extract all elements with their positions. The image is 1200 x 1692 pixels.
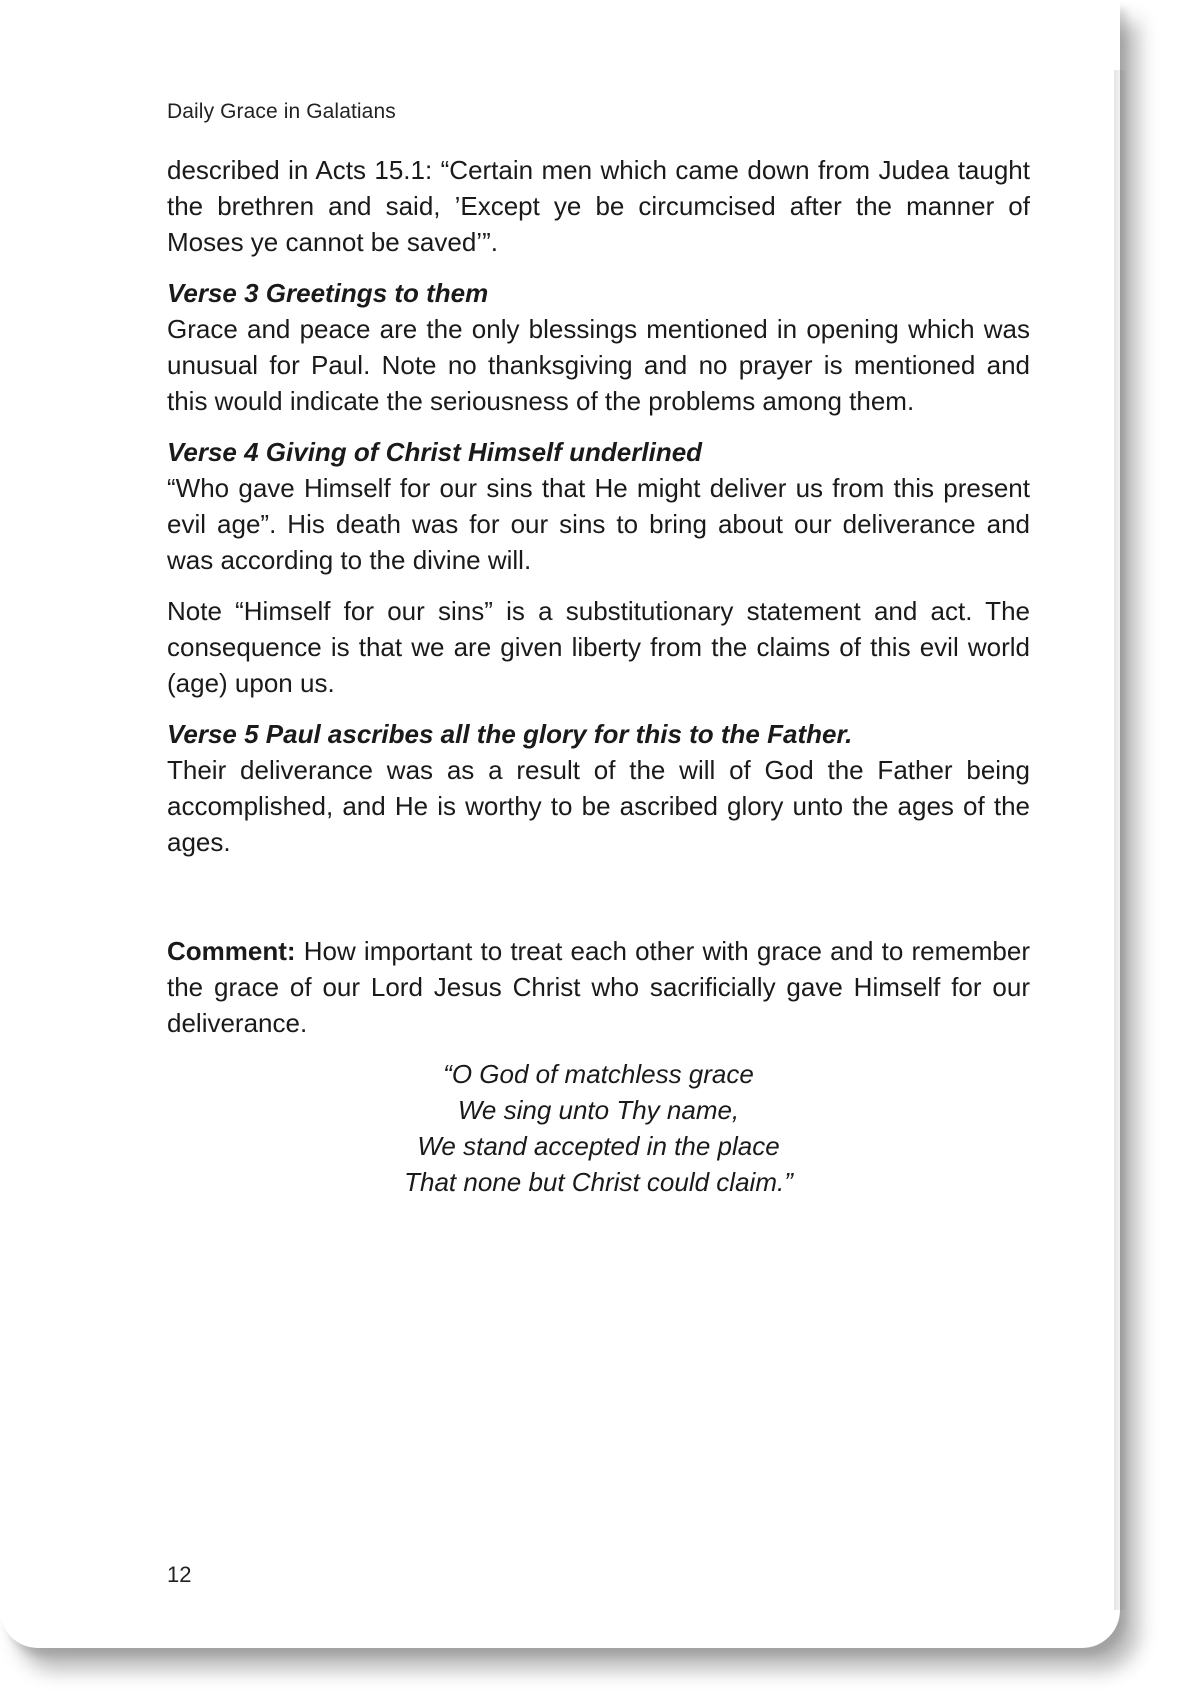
comment-paragraph: [167, 933, 1030, 1041]
poem-stanza: [167, 1056, 1030, 1200]
section-paragraph: Grace and peace are the only blessings mentioned in opening which was unusual for Paul. Note no thanksgiving and no prayer is mentioned and this would indicate the seriousness of the problems among them.: [167, 314, 1030, 416]
section-heading: Verse 4 Giving of Christ Himself underlined: [167, 437, 703, 467]
section-heading: Verse 5 Paul ascribes all the glory for this to the Father.: [167, 719, 853, 749]
section-verse-3: [167, 275, 1030, 419]
section-heading: Verse 3 Greetings to them: [167, 278, 489, 308]
comment-label: Comment:: [167, 936, 296, 966]
section-verse-4: [167, 434, 1030, 701]
section-paragraph: “Who gave Himself for our sins that He might deliver us from this present evil age”. His death was for our sins to bring about our deliverance and was according to the divine will.: [167, 473, 1030, 575]
poem-line: We sing unto Thy name,: [457, 1095, 740, 1125]
section-paragraph: Their deliverance was as a result of the will of God the Father being accomplished, and He is worthy to be ascribed glory unto the ages of the ages.: [167, 755, 1030, 857]
section-verse-5: [167, 716, 1030, 860]
poem-line: “O God of matchless grace: [443, 1059, 754, 1089]
comment-text: How important to treat each other with grace and to remember the grace of our Lord Jesus Christ who sacrificially gave Himself for our deliverance.: [167, 936, 1030, 1038]
page-number: 12: [167, 1562, 192, 1587]
page-content: [167, 152, 1030, 1200]
poem-line: We stand accepted in the place: [417, 1131, 780, 1161]
poem-line: That none but Christ could claim.”: [404, 1167, 793, 1197]
running-head: Daily Grace in Galatians: [167, 100, 396, 123]
intro-paragraph: described in Acts 15.1: “Certain men which came down from Judea taught the brethren and said, ’Except ye be circumcised after the manner of Moses ye cannot be saved’”.: [167, 155, 1030, 257]
section-paragraph: Note “Himself for our sins” is a substitutionary statement and act. The consequence is that we are given liberty from the claims of this evil world (age) upon us.: [167, 596, 1030, 698]
